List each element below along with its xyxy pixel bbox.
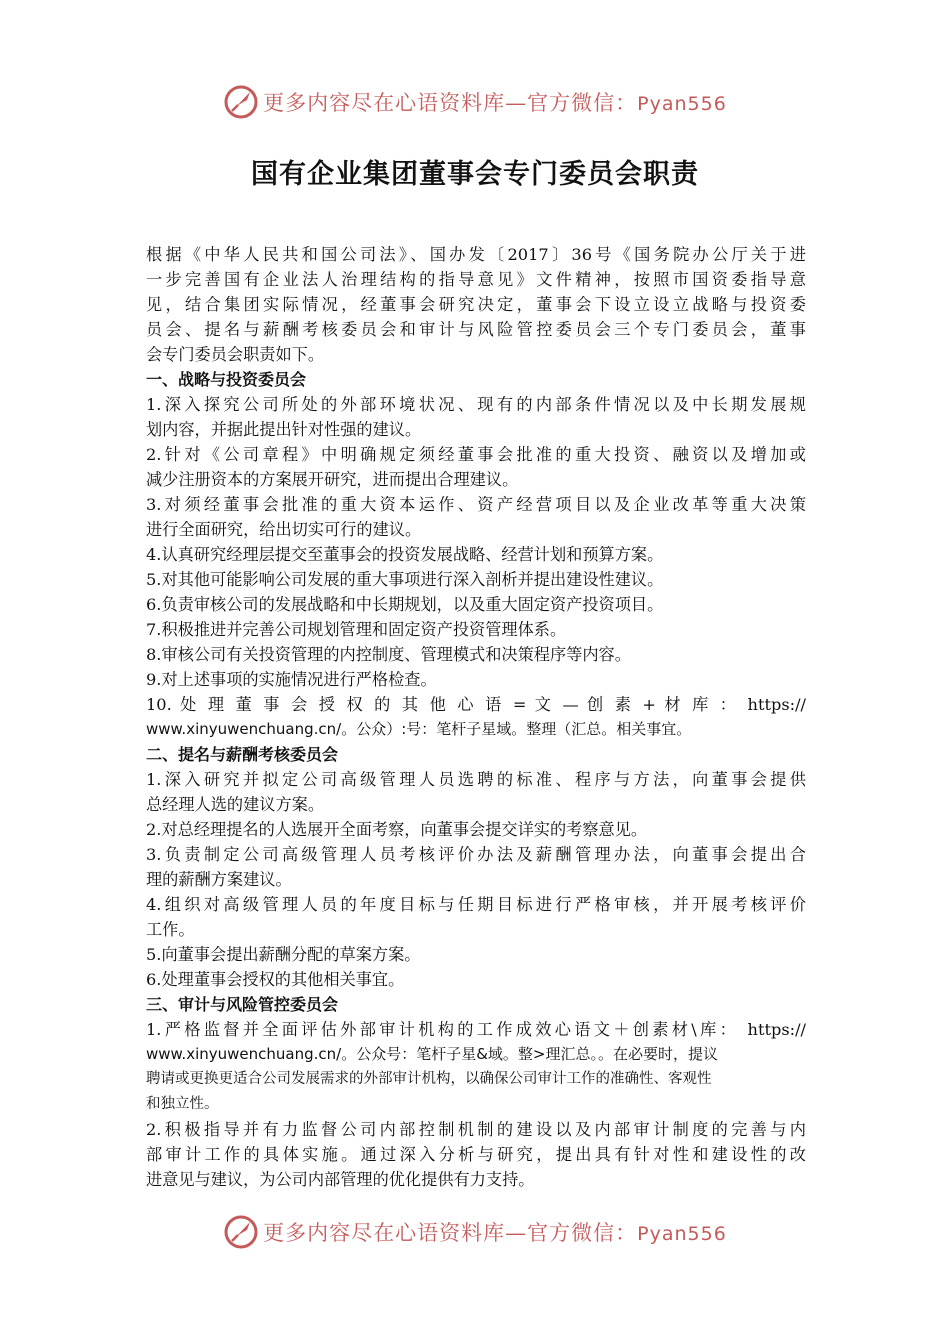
document-body — [146, 242, 806, 1192]
banner-handle: Pyan556 — [637, 1223, 727, 1245]
audit-line: 聘请或更换更适合公司发展需求的外部审计机构，以确保公司审计工作的准确性、客观性 — [146, 1071, 712, 1087]
nomination-line: 3.负责制定公司高级管理人员考核评价办法及薪酬管理办法，向董事会提出合 — [146, 845, 806, 864]
nomination-line: 理的薪酬方案建议。 — [146, 870, 292, 889]
banner-text: 更多内容尽在心语资料库—官方微信：Pyan556 — [263, 91, 727, 115]
strategy-line: 10. 处 理 董 事 会 授 权 的 其 他 心 语 = 文 — 创 素 + 材 库 ： https:// — [146, 695, 806, 714]
quill-logo-icon — [223, 1214, 259, 1250]
section-heading-audit: 三、审计与风险管控委员会 — [146, 995, 339, 1014]
section-heading-strategy: 一、战略与投资委员会 — [146, 370, 307, 389]
strategy-line: 5.对其他可能影响公司发展的重大事项进行深入剖析并提出建设性建议。 — [146, 570, 664, 589]
audit-line: 2.积极指导并有力监督公司内部控制机制的建设以及内部审计制度的完善与内 — [146, 1120, 806, 1139]
quill-logo-icon — [223, 84, 259, 120]
strategy-line: 6.负责审核公司的发展战略和中长期规划，以及重大固定资产投资项目。 — [146, 595, 664, 614]
strategy-line: 减少注册资本的方案展开研究，进而提出合理建议。 — [146, 470, 519, 489]
nomination-line: 2.对总经理提名的人选展开全面考察，向董事会提交详实的考察意见。 — [146, 820, 648, 839]
nomination-line: 4.组织对高级管理人员的年度目标与任期目标进行严格审核，并开展考核评价 — [146, 895, 806, 914]
intro-line: 会专门委员会职责如下。 — [146, 345, 325, 364]
nomination-line: 1.深入研究并拟定公司高级管理人员选聘的标准、程序与方法，向董事会提供 — [146, 770, 806, 789]
strategy-line: 进行全面研究，给出切实可行的建议。 — [146, 520, 422, 539]
header-banner — [0, 82, 950, 122]
nomination-line: 总经理人选的建议方案。 — [146, 795, 325, 814]
banner-handle: Pyan556 — [637, 93, 727, 115]
audit-line: 1.严格监督并全面评估外部审计机构的工作成效心语文＋创素材\库： https:// — [146, 1020, 806, 1039]
nomination-line: 工作。 — [146, 920, 195, 939]
audit-line: 进意见与建议，为公司内部管理的优化提供有力支持。 — [146, 1170, 535, 1189]
section-heading-nomination: 二、提名与薪酬考核委员会 — [146, 745, 339, 764]
strategy-line: 9.对上述事项的实施情况进行严格检查。 — [146, 670, 437, 689]
strategy-line: 7.积极推进并完善公司规划管理和固定资产投资管理体系。 — [146, 620, 567, 639]
strategy-line: 3.对须经董事会批准的重大资本运作、资产经营项目以及企业改革等重大决策 — [146, 495, 806, 514]
audit-line: 和独立性。 — [146, 1096, 219, 1112]
strategy-line: 1.深入探究公司所处的外部环境状况、现有的内部条件情况以及中长期发展规 — [146, 395, 806, 414]
intro-line: 一步完善国有企业法人治理结构的指导意见》文件精神，按照市国资委指导意 — [146, 270, 806, 289]
intro-line: 见，结合集团实际情况，经董事会研究决定，董事会下设立设立战略与投资委 — [146, 295, 806, 314]
nomination-line: 5.向董事会提出薪酬分配的草案方案。 — [146, 945, 421, 964]
footer-banner — [0, 1212, 950, 1252]
intro-line: 员会、提名与薪酬考核委员会和审计与风险管控委员会三个专门委员会，董事 — [146, 320, 806, 339]
strategy-line: 2.针对《公司章程》中明确规定须经董事会批准的重大投资、融资以及增加或 — [146, 445, 806, 464]
strategy-line: www.xinyuwenchuang.cn/。公众）:号：笔杆子星域。整理（汇总。相关事宜。 — [146, 720, 692, 738]
nomination-line: 6.处理董事会授权的其他相关事宜。 — [146, 970, 405, 989]
intro-line: 根据《中华人民共和国公司法》、国办发〔2017〕36号《国务院办公厅关于进 — [146, 245, 806, 264]
banner-text: 更多内容尽在心语资料库—官方微信：Pyan556 — [263, 1221, 727, 1245]
audit-line: 部审计工作的具体实施。通过深入分析与研究，提出具有针对性和建设性的改 — [146, 1145, 806, 1164]
strategy-line: 划内容，并据此提出针对性强的建议。 — [146, 420, 422, 439]
strategy-line: 4.认真研究经理层提交至董事会的投资发展战略、经营计划和预算方案。 — [146, 545, 664, 564]
strategy-line: 8.审核公司有关投资管理的内控制度、管理模式和决策程序等内容。 — [146, 645, 631, 664]
page-title: 国有企业集团董事会专门委员会职责 — [251, 159, 699, 190]
audit-line: www.xinyuwenchuang.cn/。公众号：笔杆子星&域。整>理汇总。。在必要时，提议 — [146, 1045, 718, 1063]
